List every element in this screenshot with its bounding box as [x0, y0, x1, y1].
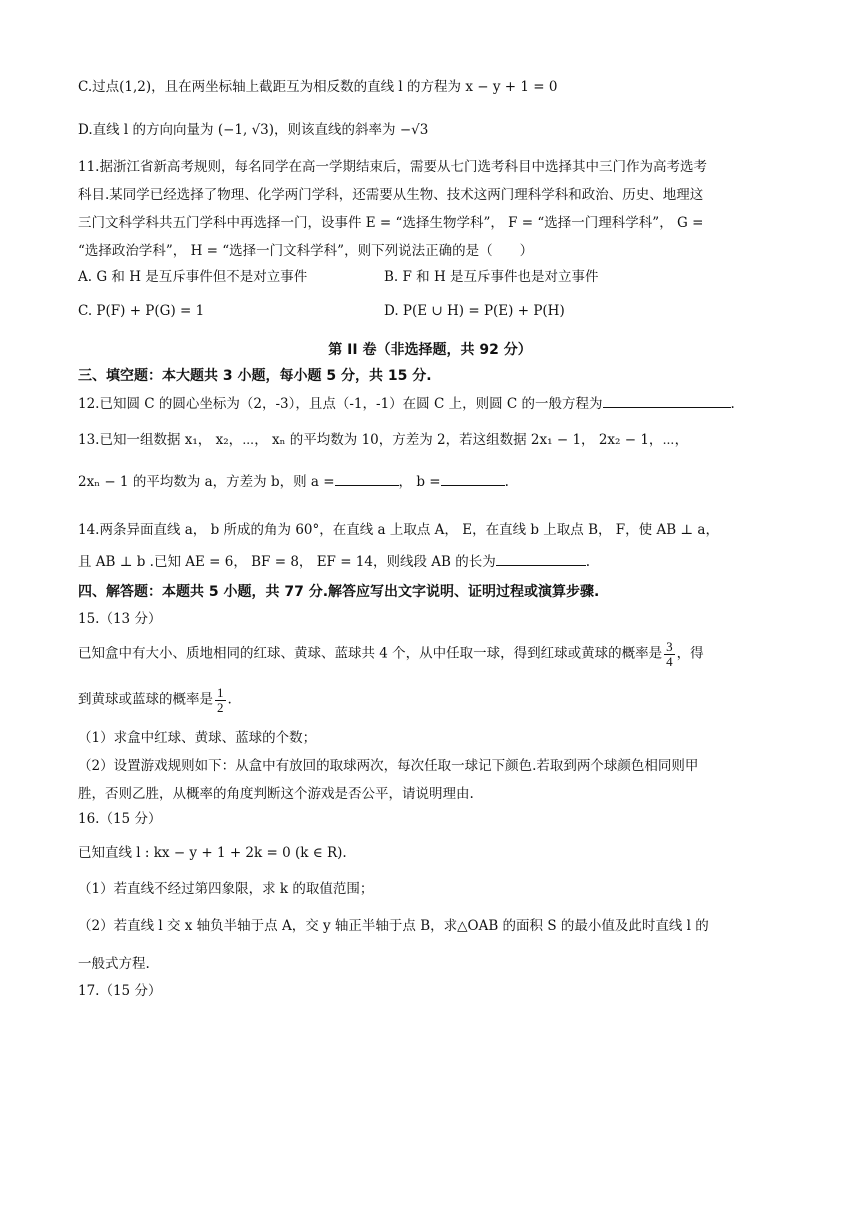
q10-option-d: D.直线 l 的方向向量为 (−1, √3)，则该直线的斜率为 −√3: [78, 122, 429, 138]
q11-option-b: B. F 和 H 是互斥事件也是对立事件: [384, 269, 599, 285]
q14-line-1: 14.两条异面直线 a， b 所成的角为 60°，在直线 a 上取点 A， E，在直线 b 上取点 B， F，使 AB ⊥ a，: [78, 522, 719, 538]
q13-b-blank[interactable]: [441, 473, 505, 486]
q16-sub-2-line-2: 一般式方程.: [78, 956, 150, 972]
q12-answer-blank[interactable]: [603, 395, 731, 408]
q11-options-row-1: [78, 268, 790, 286]
q13-line-2: [78, 473, 790, 491]
q15-fraction-2-numerator: 1: [217, 685, 224, 700]
q16-score: 16.（15 分）: [78, 811, 162, 827]
q15-sub-2-line-1: （2）设置游戏规则如下：从盒中有放回的取球两次，每次任取一球记下颜色.若取到两个球颜色相同则甲: [78, 758, 699, 774]
q11-stem-line-4: “选择政治学科”， H = “选择一门文科学科”，则下列说法正确的是（ ）: [78, 243, 534, 259]
q15-fraction-1-denominator: 4: [666, 653, 673, 669]
q15-line-2: [78, 686, 790, 714]
q10-option-c: C.过点(1,2)，且在两坐标轴上截距互为相反数的直线 l 的方程为 x − y + 1 = 0: [78, 79, 558, 95]
q15-fraction-1-numerator: 3: [666, 639, 673, 654]
section3-heading: 三、填空题：本大题共 3 小题，每小题 5 分，共 15 分.: [78, 368, 432, 384]
q14-line-2: [78, 553, 790, 571]
q15-sub-2-line-2: 胜，否则乙胜，从概率的角度判断这个游戏是否公平，请说明理由.: [78, 786, 474, 802]
q11-option-d: D. P(E ∪ H) = P(E) + P(H): [384, 303, 565, 319]
q15-line-1: [78, 640, 790, 668]
q16-sub-2-line-1: （2）若直线 l 交 x 轴负半轴于点 A，交 y 轴正半轴于点 B，求△OAB 的面积 S 的最小值及此时直线 l 的: [78, 918, 709, 934]
q11-option-a: A. G 和 H 是互斥事件但不是对立事件: [78, 269, 308, 285]
q11-stem-line-3: 三门文科学科共五门学科中再选择一门，设事件 E = “选择生物学科”， F = “选择一门理科学科”， G =: [78, 215, 704, 231]
q14-line-2b: .: [585, 554, 591, 570]
q15-fraction-2: [215, 686, 226, 714]
q14-answer-blank[interactable]: [496, 553, 586, 566]
q12: [78, 395, 790, 413]
q16-stem: 已知直线 l : kx − y + 1 + 2k = 0 (k ∈ R).: [78, 845, 347, 861]
q15-fraction-1: [664, 640, 675, 668]
q11-stem-line-2: 科目.某同学已经选择了物理、化学两门学科，还需要从生物、技术这两门理科学科和政治、历史、地理这: [78, 187, 704, 203]
q13-line-2c: .: [504, 474, 509, 490]
q15-sub-1: （1）求盒中红球、黄球、蓝球的个数；: [78, 730, 317, 746]
q15-line-1b: ，得: [676, 645, 704, 662]
q13-a-blank[interactable]: [335, 473, 399, 486]
part2-title: 第 II 卷（非选择题，共 92 分）: [328, 342, 532, 358]
q13-line-2a: 2xₙ − 1 的平均数为 a，方差为 b，则 a =: [78, 474, 335, 490]
q15-fraction-2-denominator: 2: [217, 699, 224, 715]
q16-sub-1: （1）若直线不经过第四象限，求 k 的取值范围；: [78, 881, 374, 897]
section4-heading: 四、解答题：本题共 5 小题，共 77 分.解答应写出文字说明、证明过程或演算步骤.: [78, 584, 600, 600]
q12-text: 12.已知圆 C 的圆心坐标为（2，-3），且点（-1，-1）在圆 C 上，则圆 C 的一般方程为: [78, 396, 603, 412]
q11-stem-line-1: 11.据浙江省新高考规则，每名同学在高一学期结束后，需要从七门选考科目中选择其中三门作为高考选考: [78, 159, 707, 175]
q11-option-c: C. P(F) + P(G) = 1: [78, 303, 205, 319]
q15-line-2a: 到黄球或蓝球的概率是: [78, 691, 213, 708]
q15-line-1a: 已知盒中有大小、质地相同的红球、黄球、蓝球共 4 个，从中任取一球，得到红球或黄球的概率是: [78, 645, 663, 662]
q13-line-1: 13.已知一组数据 x₁， x₂，⋯， xₙ 的平均数为 10，方差为 2，若这组数据 2x₁ − 1， 2x₂ − 1，⋯，: [78, 432, 689, 448]
q15-score: 15.（13 分）: [78, 611, 162, 627]
q13-line-2b: ， b =: [398, 474, 441, 490]
q11-options-row-2: [78, 302, 790, 320]
q14-line-2a: 且 AB ⊥ b .已知 AE = 6， BF = 8， EF = 14，则线段 AB 的长为: [78, 554, 496, 570]
q15-line-2b: .: [227, 691, 232, 708]
q12-end: .: [730, 396, 735, 412]
q17-score: 17.（15 分）: [78, 983, 162, 999]
